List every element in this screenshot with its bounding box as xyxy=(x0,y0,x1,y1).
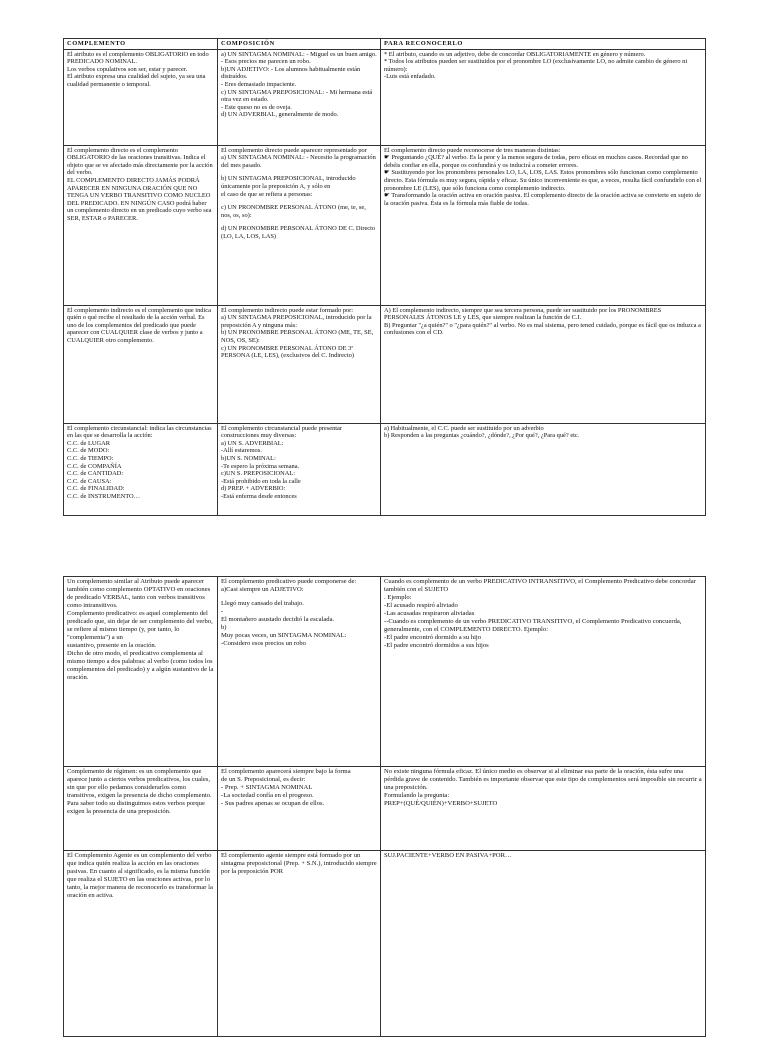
indirecto-recognition: A) El complemento indirecto, siempre que sea tercera persona, puede ser sustituido por los PRONOMBRES PERSONALES ÁTONOS LE y LES, que siempre realizan la función de C.I. B) Preguntar "¿a quién?" o "¿para quién?" al verbo. No es mal sistema, pero tened cuidado, porque es fácil que os induzca a confusiones con el CD. xyxy=(381,305,706,423)
header-reconocerlo: PARA RECONOCERLO xyxy=(381,39,706,50)
row-predicativo xyxy=(64,577,706,767)
directo-composition: El complemento directo puede aparecer representado por a) UN SINTAGMA NOMINAL: - Necesito la programación del mes pasado. b) UN SINTAGMA PREPOSICIONAL, introducido únicamente por la preposición A, y sólo en el caso de que se refiera a personas: c) UN PRONOMBRE PERSONAL ÁTONO (me, te, se, nos, os, so): d) UN PRONOMBRE PERSONAL ÁTONO DE C. Directo (LO, LA, LOS, LAS) xyxy=(218,145,381,305)
agente-composition: El complemento agente siempre está formado por un sintagma preposicional (Prep. + S.N.), introducido siempre por la preposición POR xyxy=(218,851,381,1037)
circunstancial-recognition: a) Habitualmente, el C.C. puede ser sustituido por un adverbio b) Responden a las preguntas ¿cuándo?, ¿dónde?, ¿Por qué?, ¿Para qué? etc. xyxy=(381,423,706,515)
agente-recognition: SUJ.PACIENTE+VERBO EN PASIVA+POR… xyxy=(381,851,706,1037)
circunstancial-composition: El complemento circunstancial puede presentar construcciones muy diversas: a) UN S. ADVERBIAL: -Allí estaremos. b)UN S. NOMINAL: -Te espero la próxima semana. c)UN S. PREPOSICIONAL: -Está prohibido en toda la calle d) PREP. + ADVERBIO: -Está enferma desde entonces xyxy=(218,423,381,515)
agente-definition: El Complemento Agente es un complemento del verbo que indica quién realiza la acción en las oraciones pasivas. En cuanto al significado, es la misma función que realiza el SUJETO en las oraciones activas, por lo tanto, la mejor manera de reconocerlo es transformar la oración en activa. xyxy=(64,851,218,1037)
header-composicion: COMPOSICIÓN xyxy=(218,39,381,50)
row-directo xyxy=(64,145,706,305)
row-agente xyxy=(64,851,706,1037)
indirecto-composition: El complemento indirecto puede estar formado por: a) UN SINTAGMA PREPOSICIONAL, introducido por la preposición A y ninguna más: b) UN PRONOMBRE PERSONAL ÁTONO (ME, TE, SE, NOS, OS, SE): c) UN PRONOMBRE PERSONAL ÁTONO DE 3ª PERSONA (LE, LES), (exclusivos del C. Indirecto) xyxy=(218,305,381,423)
row-circunstancial xyxy=(64,423,706,515)
directo-definition: El complemento directo es el complemento OBLIGATORIO de las oraciones transitivas. Indica el objeto que se ve afectado más directamente por la acción del verbo. EL COMPLEMENTO DIRECTO JAMÁS PODRÁ APARECER EN NINGUNA ORACIÓN QUE NO TENGA UN VERBO TRANSITIVO COMO NUCLEO DEL PREDICADO. EN NINGÚN CASO podrá haber un complemento directo en un predicado cuyo verbo sea SER, ESTAR o PARECER. xyxy=(64,145,218,305)
table-header-row xyxy=(64,39,706,50)
predicativo-composition: El complemento predicativo puede componerse de: a)Casi siempre un ADJETIVO: Llegó muy cansado del trabajo. - El montañero asustado decidió la escalada. b) Muy pocas veces, un SINTAGMA NOMINAL: -Considero esos precios un robo xyxy=(218,577,381,767)
regimen-definition: Complemento de régimen: es un complemento que aparece junto a ciertos verbos predicativos, los cuales, sin que por ello pedamos considerarlos como transitivos, exigen la presencia de dicho complemento. Para saber todo su distinguimos estos verbos porque exigen la presencia de una preposición. xyxy=(64,767,218,851)
atributo-definition: El atributo es el complemento OBLIGATORIO en todo PREDICADO NOMINAL. Los verbos copulativos son ser, estar y parecer. El atributo expresa una cualidad del sujeto, ya sea una cualidad permanente o temporal. xyxy=(64,49,218,145)
circunstancial-definition: El complemento circunstancial: indica las circunstancias en las que se desarrolla la acción: C.C. de LUGAR C.C. de MODO: C.C. de TIEMPO: C.C. de COMPAÑÍA C.C. de CANTIDAD: C.C. de CAUSA: C.C. de FINALIDAD: C.C. de INSTRUMENTO… xyxy=(64,423,218,515)
atributo-recognition: * El atributo, cuando es un adjetivo, debe de concordar OBLIGATORIAMENTE en género y número. * Todos los atributos pueden ser sustituidos por el pronombre LO (exclusivamente LO, no admite cambio de género ni número): -Luis está enfadado. xyxy=(381,49,706,145)
indirecto-definition: El complemento indirecto es el complemento que indica quién o qué recibe el resultado de la acción verbal. Es uno de los complementos del predicado que puede aparecer con CUALQUIER clase de verbos y junto a CUALQUIER otro complemento. xyxy=(64,305,218,423)
predicativo-definition: Un complemento similar al Atributo puede aparecer también como complemento OPTATIVO en oraciones de predicado VERBAL, tanto con verbos transitivos como intransitivos. Complemento predicativo: es aquel complemento del predicado que, sin dejar de ser complemento del verbo, se refiere al mismo tiempo (y, por tanto, lo "complementa") a un sustantivo, presente en la oración. Dicho de otro modo, el predicativo complementa al mismo tiempo a dos palabras: al verbo (como todos los complementos del predicado) y a algún sustantivo de la oración. xyxy=(64,577,218,767)
complements-table-2 xyxy=(63,576,706,1037)
predicativo-recognition: Cuando es complemento de un verbo PREDICATIVO INTRANSITIVO, el Complemento Predicativo debe concordar también con el SUJETO . Ejemplo: -El acusado respiró aliviado -Las acusadas respiraron aliviadas --Cuando es complemento de un verbo PREDICATIVO TRANSITIVO, el Complemento Predicativo concuerda, generalmente, con el COMPLEMENTO DIRECTO. Ejemplo: -El padre encontró dormido a su hijo -El padre encontró dormidos a sus hijos xyxy=(381,577,706,767)
regimen-composition: El complemento aparecerá siempre bajo la forma de un S. Preposicional, es decir: - Prep. + SINTAGMA NOMINAL -La sociedad confía en el progreso. - Sus padres apenas se ocupan de ellos. xyxy=(218,767,381,851)
complements-table xyxy=(63,38,706,516)
row-indirecto xyxy=(64,305,706,423)
atributo-composition: a) UN SINTAGMA NOMINAL: - Miguel es un buen amigo. - Esos precios me parecen un robo. b)UN ADJETIVO: - Los alumnos habitualmente están distraídos. - Eres demasiado impaciente. c) UN SINTAGMA PREPOSICIONAL: - Mi hermana está otra vez en estado. - Este queso no es de oveja. d) UN ADVERBIAL, generalmente de modo. xyxy=(218,49,381,145)
header-complemento: COMPLEMENTO xyxy=(64,39,218,50)
regimen-recognition: No existe ninguna fórmula eficaz. El único medio es observar si al eliminar esa parte de la oración, ésta sufre una pérdida grave de contenido. También es importante observar que este tipo de complementos será imposible sin recurrir a una preposición. Formulando la pregunta: PREP+(QUÉ/QUIÉN)+VERBO+SUJETO xyxy=(381,767,706,851)
row-atributo xyxy=(64,49,706,145)
directo-recognition: El complemento directo puede reconocerse de tres maneras distintas: ☛ Preguntando ¿QUÉ? al verbo. Es la peor y la menos segura de todas, pero eficaz en muchos casos. Recordad que no debéis confiar en ella, porque os confundirá y os inducirá a cometer errores. ☛ Sustituyendo por los pronombres personales LO, LA, LOS, LAS. Estos pronombres sólo funcionan como complemento directo. Esta fórmula es muy segura, rápida y eficaz. Su único inconveniente es que, a veces, resulta fácil confundirlo con el pronombre LE (LES), que sólo funciona como complemento indirecto. ☛ Transformando la oración activa en oración pasiva. El complemento directo de la oración activa se convierte en sujeto de la oración pasiva. Ésta es la fórmula más fiable de todas. xyxy=(381,145,706,305)
row-regimen xyxy=(64,767,706,851)
